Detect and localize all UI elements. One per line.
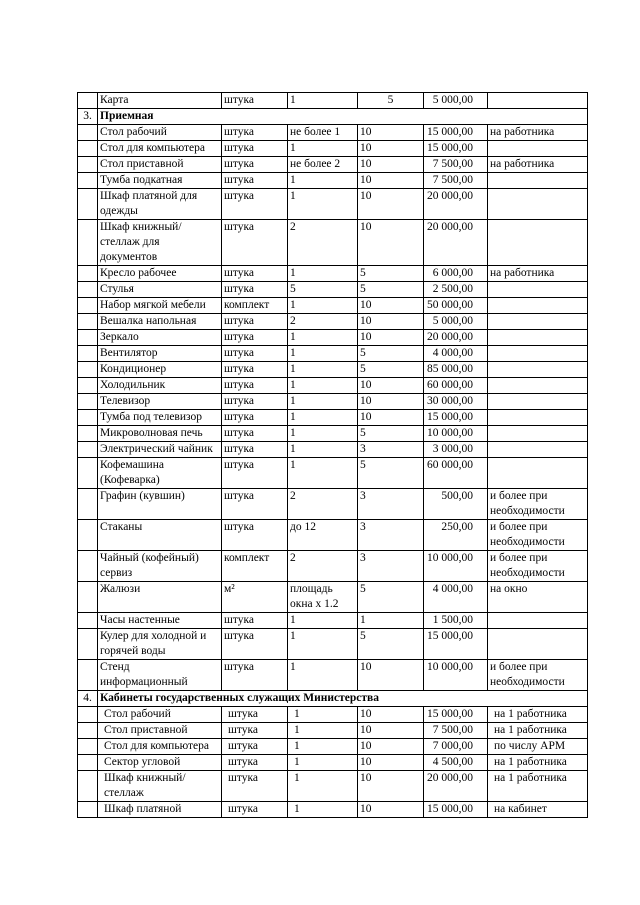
table-row (78, 582, 588, 613)
cell-unit: штука (222, 426, 288, 442)
cell-service-years: 5 (358, 458, 424, 489)
cell-quantity: 1 (288, 362, 358, 378)
cell-row-index (78, 141, 98, 157)
cell-item-name: Стол для компьютера (98, 141, 222, 157)
cell-note: на 1 работника (488, 755, 588, 771)
table-row (78, 125, 588, 141)
cell-row-index (78, 378, 98, 394)
cell-price: 15 000,00 (424, 707, 488, 723)
cell-row-index (78, 613, 98, 629)
cell-item-name: Стол рабочий (98, 125, 222, 141)
cell-price: 20 000,00 (424, 189, 488, 220)
cell-item-name: Вешалка напольная (98, 314, 222, 330)
cell-price: 6 000,00 (424, 266, 488, 282)
cell-row-index (78, 755, 98, 771)
cell-note (488, 220, 588, 266)
section-number: 3. (78, 109, 98, 125)
cell-quantity: 1 (288, 173, 358, 189)
table-row (78, 266, 588, 282)
cell-row-index (78, 266, 98, 282)
cell-note: на работника (488, 125, 588, 141)
cell-price: 4 000,00 (424, 582, 488, 613)
cell-unit: штука (222, 458, 288, 489)
cell-row-index (78, 582, 98, 613)
cell-item-name: Вентилятор (98, 346, 222, 362)
cell-quantity: 1 (288, 346, 358, 362)
cell-service-years: 10 (358, 298, 424, 314)
cell-row-index (78, 771, 98, 802)
cell-price: 30 000,00 (424, 394, 488, 410)
cell-unit: штука (222, 314, 288, 330)
cell-price: 7 500,00 (424, 157, 488, 173)
cell-price: 60 000,00 (424, 458, 488, 489)
section-number: 4. (78, 691, 98, 707)
cell-item-name: Холодильник (98, 378, 222, 394)
table-row (78, 489, 588, 520)
cell-price: 15 000,00 (424, 629, 488, 660)
cell-service-years: 5 (358, 629, 424, 660)
cell-service-years: 3 (358, 489, 424, 520)
cell-unit: штука (222, 802, 288, 818)
cell-item-name: Телевизор (98, 394, 222, 410)
table-row (78, 141, 588, 157)
cell-row-index (78, 346, 98, 362)
cell-unit: штука (222, 220, 288, 266)
table-row (78, 394, 588, 410)
cell-item-name: Стол приставной (98, 157, 222, 173)
cell-row-index (78, 157, 98, 173)
cell-unit: штука (222, 173, 288, 189)
cell-row-index (78, 629, 98, 660)
cell-unit: комплект (222, 551, 288, 582)
cell-row-index (78, 520, 98, 551)
cell-note: на 1 работника (488, 771, 588, 802)
cell-service-years: 10 (358, 707, 424, 723)
cell-service-years: 10 (358, 771, 424, 802)
cell-quantity: 1 (288, 378, 358, 394)
cell-price: 5 000,00 (424, 314, 488, 330)
cell-row-index (78, 458, 98, 489)
cell-service-years: 10 (358, 739, 424, 755)
cell-service-years: 5 (358, 426, 424, 442)
cell-quantity: 1 (288, 458, 358, 489)
cell-item-name: Стол для компьютера (98, 739, 222, 755)
cell-service-years: 10 (358, 189, 424, 220)
cell-quantity: 1 (288, 707, 358, 723)
cell-row-index (78, 220, 98, 266)
cell-quantity: 2 (288, 220, 358, 266)
cell-row-index (78, 426, 98, 442)
cell-price: 20 000,00 (424, 220, 488, 266)
cell-row-index (78, 410, 98, 426)
cell-unit: штука (222, 723, 288, 739)
cell-quantity: не более 2 (288, 157, 358, 173)
cell-service-years: 10 (358, 410, 424, 426)
cell-unit: штука (222, 93, 288, 109)
cell-quantity: 1 (288, 330, 358, 346)
cell-note (488, 394, 588, 410)
cell-price: 1 500,00 (424, 613, 488, 629)
cell-item-name: Электрический чайник (98, 442, 222, 458)
table-row (78, 551, 588, 582)
cell-unit: штука (222, 410, 288, 426)
cell-unit: штука (222, 755, 288, 771)
cell-service-years: 3 (358, 551, 424, 582)
cell-service-years: 10 (358, 802, 424, 818)
cell-quantity: 1 (288, 426, 358, 442)
table-row (78, 802, 588, 818)
section-title: Кабинеты государственных служащих Министерства (98, 691, 588, 707)
table-row (78, 362, 588, 378)
cell-quantity: до 12 (288, 520, 358, 551)
cell-service-years: 10 (358, 378, 424, 394)
cell-note (488, 613, 588, 629)
cell-unit: штука (222, 771, 288, 802)
cell-note (488, 314, 588, 330)
cell-item-name: Кресло рабочее (98, 266, 222, 282)
cell-price: 7 500,00 (424, 723, 488, 739)
cell-price: 15 000,00 (424, 141, 488, 157)
cell-quantity: 1 (288, 755, 358, 771)
cell-price: 10 000,00 (424, 426, 488, 442)
cell-price: 50 000,00 (424, 298, 488, 314)
cell-service-years: 10 (358, 125, 424, 141)
cell-row-index (78, 442, 98, 458)
cell-price: 10 000,00 (424, 551, 488, 582)
cell-service-years: 5 (358, 93, 424, 109)
cell-note (488, 173, 588, 189)
cell-note (488, 298, 588, 314)
cell-service-years: 10 (358, 141, 424, 157)
cell-price: 20 000,00 (424, 771, 488, 802)
cell-item-name: Шкаф платяной (98, 802, 222, 818)
cell-quantity: не более 1 (288, 125, 358, 141)
cell-service-years: 5 (358, 266, 424, 282)
cell-row-index (78, 93, 98, 109)
cell-quantity: 1 (288, 802, 358, 818)
cell-item-name: Шкаф книжный/ стеллаж для документов (98, 220, 222, 266)
table-row (78, 314, 588, 330)
cell-quantity: 2 (288, 314, 358, 330)
cell-unit: штука (222, 362, 288, 378)
cell-quantity: 1 (288, 189, 358, 220)
cell-service-years: 10 (358, 314, 424, 330)
table-row (78, 378, 588, 394)
table-row (78, 410, 588, 426)
cell-note (488, 330, 588, 346)
cell-row-index (78, 282, 98, 298)
cell-note (488, 442, 588, 458)
cell-note (488, 93, 588, 109)
cell-item-name: Шкаф книжный/стеллаж (98, 771, 222, 802)
cell-quantity: 2 (288, 551, 358, 582)
cell-row-index (78, 298, 98, 314)
cell-quantity: 1 (288, 93, 358, 109)
cell-note (488, 282, 588, 298)
cell-row-index (78, 362, 98, 378)
cell-quantity: площадь окна х 1.2 (288, 582, 358, 613)
cell-unit: штука (222, 157, 288, 173)
table-row (78, 771, 588, 802)
equipment-table (77, 92, 588, 818)
cell-note: и более при необходимости (488, 489, 588, 520)
cell-item-name: Стулья (98, 282, 222, 298)
cell-price: 15 000,00 (424, 125, 488, 141)
cell-price: 15 000,00 (424, 802, 488, 818)
cell-price: 85 000,00 (424, 362, 488, 378)
cell-service-years: 3 (358, 442, 424, 458)
cell-row-index (78, 173, 98, 189)
cell-service-years: 10 (358, 394, 424, 410)
cell-unit: штука (222, 141, 288, 157)
cell-service-years: 5 (358, 282, 424, 298)
cell-row-index (78, 551, 98, 582)
cell-quantity: 1 (288, 394, 358, 410)
cell-service-years: 10 (358, 220, 424, 266)
cell-unit: штука (222, 489, 288, 520)
cell-row-index (78, 739, 98, 755)
cell-service-years: 5 (358, 346, 424, 362)
cell-price: 60 000,00 (424, 378, 488, 394)
table-row (78, 629, 588, 660)
cell-note (488, 458, 588, 489)
cell-row-index (78, 660, 98, 691)
cell-service-years: 5 (358, 582, 424, 613)
cell-note: на 1 работника (488, 723, 588, 739)
section-row (78, 109, 588, 125)
cell-row-index (78, 489, 98, 520)
cell-item-name: Микроволновая печь (98, 426, 222, 442)
cell-note (488, 410, 588, 426)
table-row (78, 157, 588, 173)
cell-unit: м² (222, 582, 288, 613)
cell-unit: штука (222, 346, 288, 362)
table-row (78, 660, 588, 691)
table-row (78, 330, 588, 346)
cell-service-years: 10 (358, 755, 424, 771)
section-title: Приемная (98, 109, 588, 125)
cell-quantity: 1 (288, 771, 358, 802)
cell-price: 5 000,00 (424, 93, 488, 109)
cell-note (488, 426, 588, 442)
cell-note: по числу АРМ (488, 739, 588, 755)
cell-quantity: 1 (288, 739, 358, 755)
cell-note: на работника (488, 266, 588, 282)
cell-item-name: Карта (98, 93, 222, 109)
cell-row-index (78, 394, 98, 410)
table-row (78, 189, 588, 220)
cell-quantity: 1 (288, 629, 358, 660)
cell-item-name: Жалюзи (98, 582, 222, 613)
cell-unit: штука (222, 378, 288, 394)
cell-item-name: Стенд информационный (98, 660, 222, 691)
cell-unit: штука (222, 189, 288, 220)
cell-row-index (78, 723, 98, 739)
cell-item-name: Стол рабочий (98, 707, 222, 723)
cell-service-years: 10 (358, 173, 424, 189)
table-row (78, 458, 588, 489)
table-row (78, 707, 588, 723)
table-row (78, 220, 588, 266)
cell-service-years: 10 (358, 330, 424, 346)
cell-item-name: Часы настенные (98, 613, 222, 629)
cell-item-name: Набор мягкой мебели (98, 298, 222, 314)
cell-price: 500,00 (424, 489, 488, 520)
cell-quantity: 2 (288, 489, 358, 520)
cell-price: 2 500,00 (424, 282, 488, 298)
cell-service-years: 10 (358, 660, 424, 691)
cell-note (488, 346, 588, 362)
cell-service-years: 3 (358, 520, 424, 551)
cell-note: на кабинет (488, 802, 588, 818)
cell-note (488, 141, 588, 157)
cell-quantity: 1 (288, 298, 358, 314)
cell-item-name: Стаканы (98, 520, 222, 551)
cell-item-name: Тумба подкатная (98, 173, 222, 189)
table-row (78, 426, 588, 442)
cell-price: 4 000,00 (424, 346, 488, 362)
cell-row-index (78, 125, 98, 141)
cell-item-name: Кондиционер (98, 362, 222, 378)
cell-item-name: Чайный (кофейный) сервиз (98, 551, 222, 582)
cell-note: и более при необходимости (488, 520, 588, 551)
cell-note (488, 189, 588, 220)
cell-note (488, 378, 588, 394)
cell-row-index (78, 802, 98, 818)
cell-row-index (78, 330, 98, 346)
table-row (78, 442, 588, 458)
document-page (77, 92, 587, 818)
cell-quantity: 1 (288, 660, 358, 691)
cell-price: 10 000,00 (424, 660, 488, 691)
table-row (78, 755, 588, 771)
cell-unit: комплект (222, 298, 288, 314)
cell-price: 7 000,00 (424, 739, 488, 755)
cell-note: на окно (488, 582, 588, 613)
cell-service-years: 10 (358, 157, 424, 173)
cell-row-index (78, 314, 98, 330)
table-row (78, 298, 588, 314)
cell-note: на 1 работника (488, 707, 588, 723)
cell-unit: штука (222, 629, 288, 660)
cell-unit: штука (222, 394, 288, 410)
cell-unit: штука (222, 613, 288, 629)
cell-note: и более при необходимости (488, 660, 588, 691)
section-row (78, 691, 588, 707)
cell-note (488, 362, 588, 378)
cell-unit: штука (222, 330, 288, 346)
cell-price: 7 500,00 (424, 173, 488, 189)
cell-quantity: 1 (288, 141, 358, 157)
table-row (78, 739, 588, 755)
cell-row-index (78, 707, 98, 723)
cell-quantity: 1 (288, 410, 358, 426)
cell-item-name: Графин (кувшин) (98, 489, 222, 520)
cell-service-years: 5 (358, 362, 424, 378)
table-row (78, 173, 588, 189)
cell-unit: штука (222, 707, 288, 723)
cell-item-name: Кофемашина (Кофеварка) (98, 458, 222, 489)
cell-service-years: 10 (358, 723, 424, 739)
cell-unit: штука (222, 125, 288, 141)
table-body (78, 93, 588, 818)
cell-item-name: Сектор угловой (98, 755, 222, 771)
cell-unit: штука (222, 739, 288, 755)
cell-unit: штука (222, 266, 288, 282)
cell-row-index (78, 189, 98, 220)
cell-unit: штука (222, 442, 288, 458)
cell-item-name: Тумба под телевизор (98, 410, 222, 426)
table-row (78, 723, 588, 739)
table-row (78, 93, 588, 109)
cell-quantity: 1 (288, 613, 358, 629)
cell-service-years: 1 (358, 613, 424, 629)
cell-price: 4 500,00 (424, 755, 488, 771)
cell-item-name: Стол приставной (98, 723, 222, 739)
cell-unit: штука (222, 520, 288, 551)
cell-quantity: 5 (288, 282, 358, 298)
cell-price: 20 000,00 (424, 330, 488, 346)
cell-note: на работника (488, 157, 588, 173)
table-row (78, 520, 588, 551)
cell-price: 3 000,00 (424, 442, 488, 458)
cell-item-name: Зеркало (98, 330, 222, 346)
table-row (78, 613, 588, 629)
table-row (78, 282, 588, 298)
cell-unit: штука (222, 660, 288, 691)
cell-note: и более при необходимости (488, 551, 588, 582)
cell-item-name: Кулер для холодной и горячей воды (98, 629, 222, 660)
cell-price: 250,00 (424, 520, 488, 551)
cell-price: 15 000,00 (424, 410, 488, 426)
table-row (78, 346, 588, 362)
cell-quantity: 1 (288, 723, 358, 739)
cell-note (488, 629, 588, 660)
cell-unit: штука (222, 282, 288, 298)
cell-quantity: 1 (288, 266, 358, 282)
cell-item-name: Шкаф платяной для одежды (98, 189, 222, 220)
cell-quantity: 1 (288, 442, 358, 458)
